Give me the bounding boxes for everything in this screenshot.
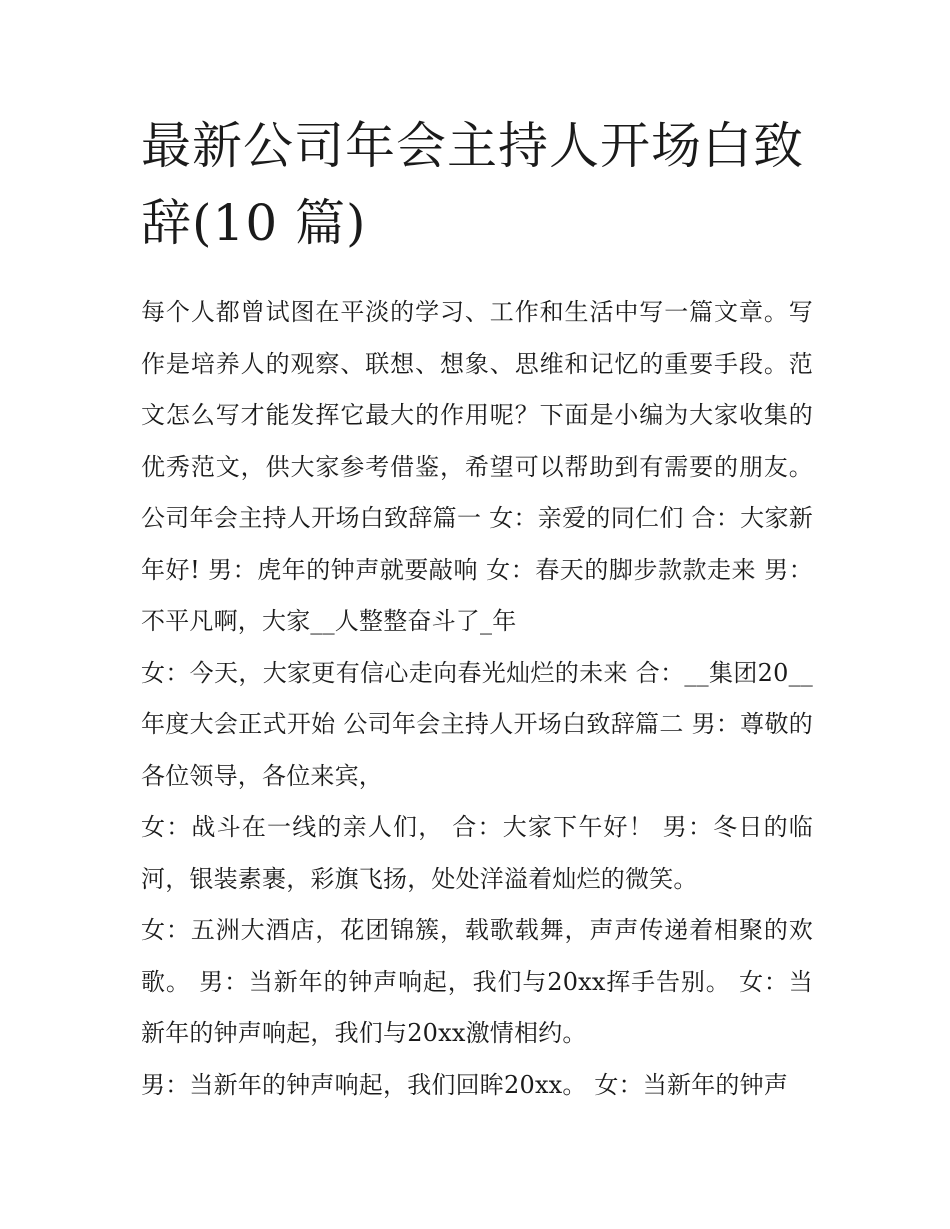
paragraph-3: 女：战斗在一线的亲人们， 合：大家下午好！ 男：冬日的临河，银装素裹，彩旗飞扬，处处洋溢着灿烂的微笑。	[141, 813, 813, 893]
paragraph-2: 女：今天，大家更有信心走向春光灿烂的未来 合：__集团20__年度大会正式开始 公司年会主持人开场白致辞篇二 男：尊敬的各位领导，各位来宾，	[141, 658, 813, 790]
document-body	[141, 287, 813, 1111]
title-line-2: 辞(10 篇)	[141, 194, 367, 252]
title-line-1: 最新公司年会主持人开场白致	[141, 117, 804, 175]
paragraph-5: 男：当新年的钟声响起，我们回眸20xx。 女：当新年的钟声	[141, 1070, 789, 1099]
document-title	[141, 108, 813, 262]
paragraph-1: 每个人都曾试图在平淡的学习、工作和生活中写一篇文章。写作是培养人的观察、联想、想象、思维和记忆的重要手段。范文怎么写才能发挥它最大的作用呢？下面是小编为大家收集的优秀范文，供大家参考借鉴，希望可以帮助到有需要的朋友。公司年会主持人开场白致辞篇一 女：亲爱的同仁们 合：大家新年好! 男：虎年的钟声就要敲响 女：春天的脚步款款走来 男：不平凡啊，大家__人整整奋斗了_年	[141, 298, 813, 635]
paragraph-4: 女：五洲大酒店，花团锦簇，载歌载舞，声声传递着相聚的欢歌。 男：当新年的钟声响起，我们与20xx挥手告别。 女：当新年的钟声响起，我们与20xx激情相约。	[141, 916, 813, 1047]
document-page	[141, 108, 813, 1111]
